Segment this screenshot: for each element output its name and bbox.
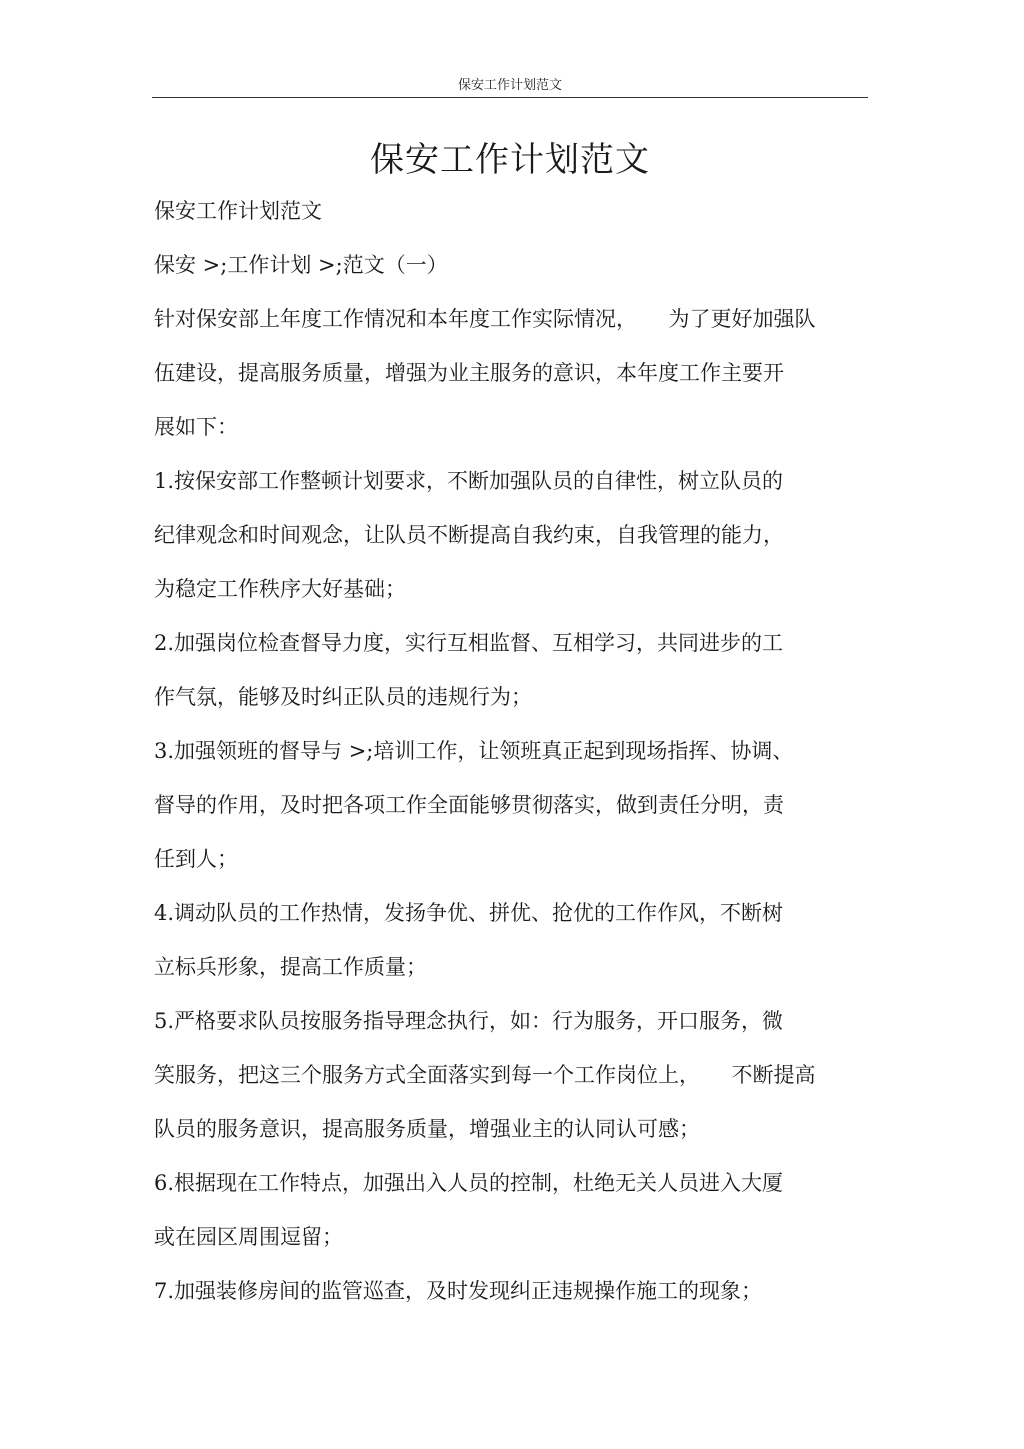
body-line: 6.根据现在工作特点，加强出入人员的控制，杜绝无关人员进入大厦 bbox=[154, 1171, 784, 1195]
body-line: 保安 >;工作计划 >;范文（一） bbox=[154, 253, 448, 277]
body-line: 针对保安部上年度工作情况和本年度工作实际情况， 为了更好加强队 bbox=[154, 307, 816, 331]
header-rule bbox=[152, 97, 868, 98]
body-line: 立标兵形象，提高工作质量； bbox=[154, 955, 427, 979]
body-line: 或在园区周围逗留； bbox=[154, 1225, 343, 1249]
body-line: 4.调动队员的工作热情，发扬争优、拼优、抢优的工作作风，不断树 bbox=[154, 901, 784, 925]
body-line: 笑服务，把这三个服务方式全面落实到每一个工作岗位上， 不断提高 bbox=[154, 1063, 816, 1087]
document-body bbox=[154, 184, 866, 1318]
body-line: 5.严格要求队员按服务指导理念执行，如：行为服务，开口服务，微 bbox=[154, 1009, 784, 1033]
body-line: 作气氛，能够及时纠正队员的违规行为； bbox=[154, 685, 532, 709]
body-line: 3.加强领班的督导与 >;培训工作，让领班真正起到现场指挥、协调、 bbox=[154, 739, 794, 763]
body-line: 保安工作计划范文 bbox=[154, 199, 322, 223]
document-title: 保安工作计划范文 bbox=[370, 140, 650, 180]
body-line: 伍建设，提高服务质量，增强为业主服务的意识，本年度工作主要开 bbox=[154, 361, 784, 385]
body-line: 任到人； bbox=[154, 847, 238, 871]
body-line: 展如下： bbox=[154, 415, 238, 439]
body-line: 纪律观念和时间观念，让队员不断提高自我约束，自我管理的能力， bbox=[154, 523, 784, 547]
running-header: 保安工作计划范文 bbox=[457, 78, 562, 93]
body-line: 1.按保安部工作整顿计划要求，不断加强队员的自律性，树立队员的 bbox=[154, 469, 784, 493]
body-line: 2.加强岗位检查督导力度，实行互相监督、互相学习，共同进步的工 bbox=[154, 631, 784, 655]
body-line: 督导的作用，及时把各项工作全面能够贯彻落实，做到责任分明，责 bbox=[154, 793, 784, 817]
body-line: 为稳定工作秩序大好基础； bbox=[154, 577, 406, 601]
body-line: 队员的服务意识，提高服务质量，增强业主的认同认可感； bbox=[154, 1117, 700, 1141]
body-line: 7.加强装修房间的监管巡查，及时发现纠正违规操作施工的现象； bbox=[154, 1279, 763, 1303]
